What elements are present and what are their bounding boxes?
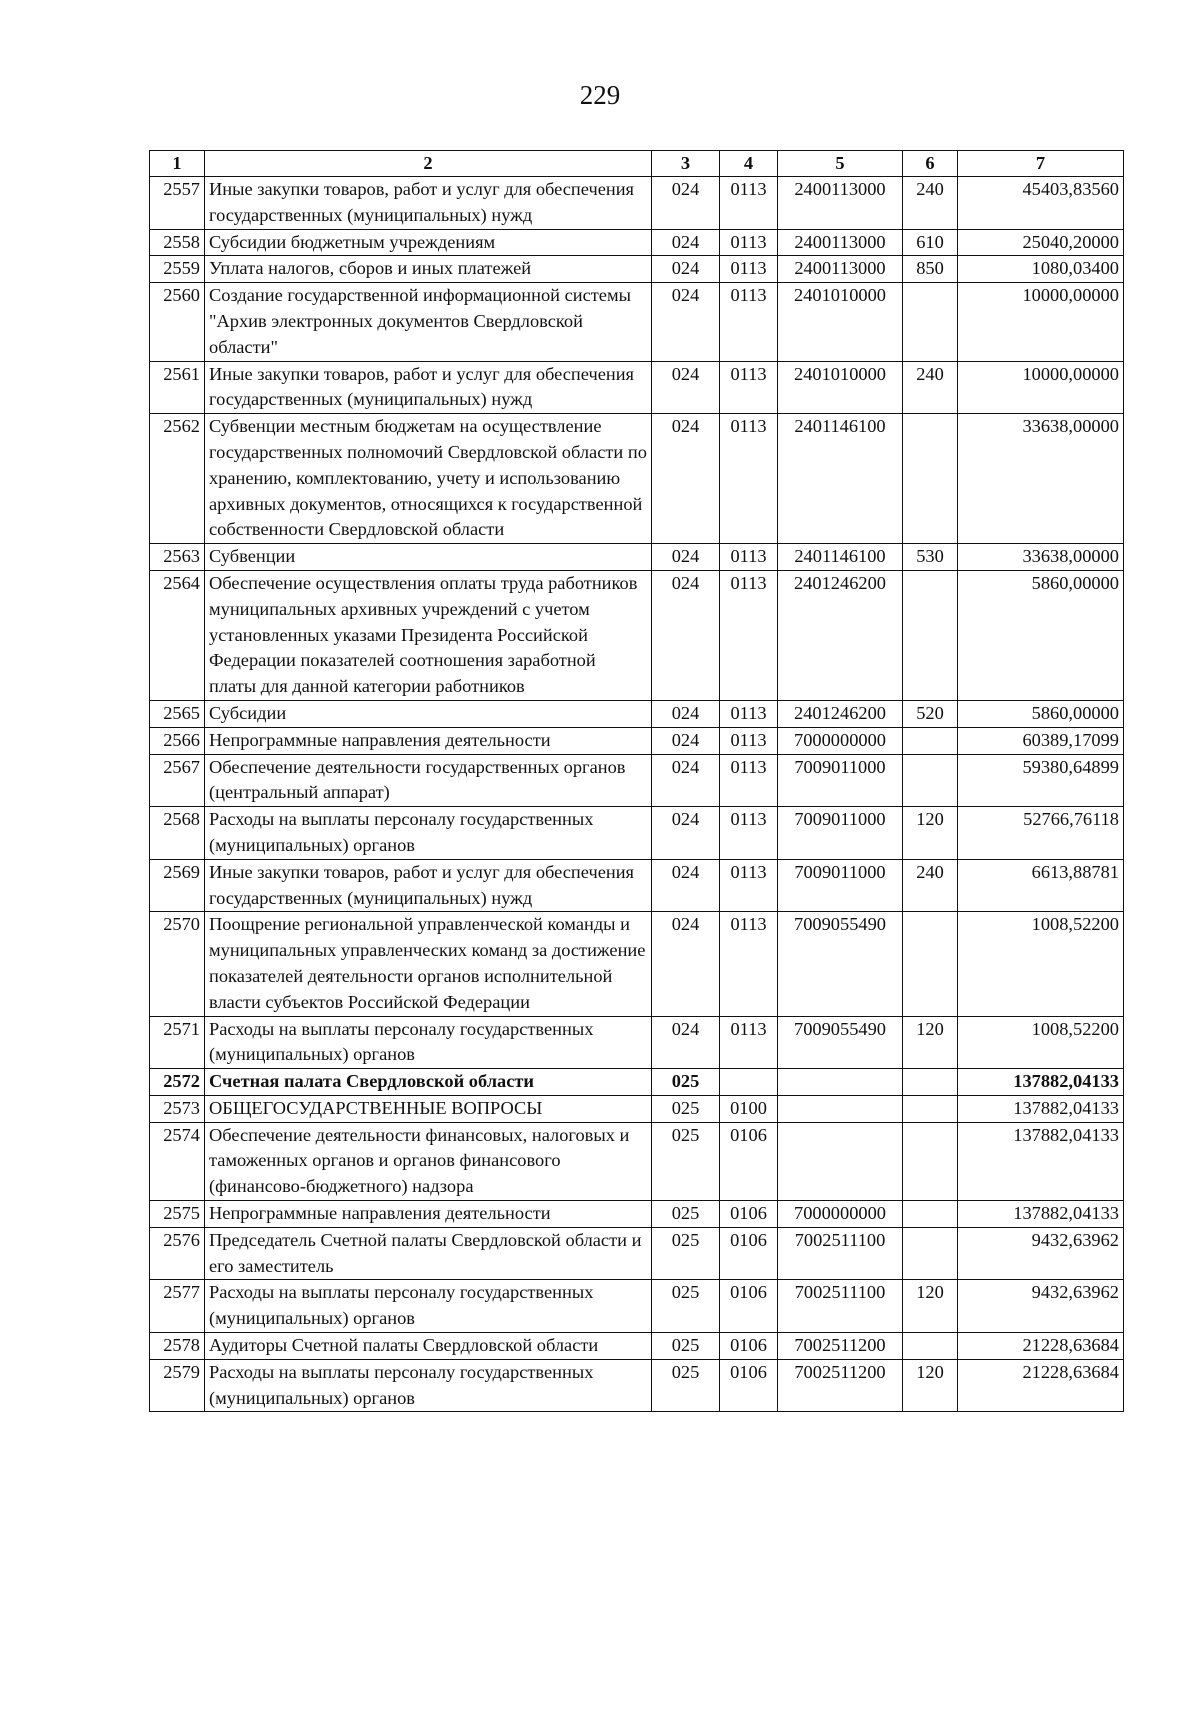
row-amount: 5860,00000 [958, 700, 1124, 727]
row-amount: 21228,63684 [958, 1359, 1124, 1412]
row-col-4 [720, 1069, 778, 1096]
row-col-6: 610 [903, 229, 958, 256]
row-description: Иные закупки товаров, работ и услуг для обеспечения государственных (муниципальных) нужд [205, 859, 652, 912]
row-description: Расходы на выплаты персоналу государственных (муниципальных) органов [205, 1016, 652, 1069]
row-number: 2559 [150, 256, 205, 283]
row-col-6: 240 [903, 177, 958, 230]
table-row [150, 544, 1124, 571]
header-col-2: 2 [205, 151, 652, 177]
row-amount: 137882,04133 [958, 1122, 1124, 1200]
row-description: Обеспечение деятельности финансовых, налоговых и таможенных органов и органов финансового (финансово-бюджетного) надзора [205, 1122, 652, 1200]
row-description: Расходы на выплаты персоналу государственных (муниципальных) органов [205, 807, 652, 860]
header-col-5: 5 [778, 151, 903, 177]
row-number: 2578 [150, 1333, 205, 1360]
row-amount: 33638,00000 [958, 544, 1124, 571]
row-col-3: 024 [652, 700, 720, 727]
header-col-6: 6 [903, 151, 958, 177]
row-number: 2577 [150, 1280, 205, 1333]
row-number: 2565 [150, 700, 205, 727]
header-col-7: 7 [958, 151, 1124, 177]
row-col-3: 025 [652, 1227, 720, 1280]
row-col-6: 520 [903, 700, 958, 727]
row-amount: 33638,00000 [958, 414, 1124, 544]
row-col-4: 0113 [720, 700, 778, 727]
row-number: 2563 [150, 544, 205, 571]
row-amount: 60389,17099 [958, 727, 1124, 754]
row-number: 2571 [150, 1016, 205, 1069]
row-amount: 1080,03400 [958, 256, 1124, 283]
row-col-5: 7000000000 [778, 727, 903, 754]
row-description: Создание государственной информационной системы "Архив электронных документов Свердловской области" [205, 283, 652, 361]
row-col-6: 120 [903, 1359, 958, 1412]
table-row [150, 1280, 1124, 1333]
row-col-5: 2401146100 [778, 414, 903, 544]
row-col-5: 2400113000 [778, 256, 903, 283]
row-description: Непрограммные направления деятельности [205, 1201, 652, 1228]
row-description: Счетная палата Свердловской области [205, 1069, 652, 1096]
budget-table [149, 150, 1124, 1412]
table-row [150, 1201, 1124, 1228]
row-col-5 [778, 1069, 903, 1096]
row-col-6 [903, 1095, 958, 1122]
row-col-5: 7009055490 [778, 912, 903, 1016]
row-description: Субвенции [205, 544, 652, 571]
row-col-5: 2401246200 [778, 570, 903, 700]
row-col-3: 024 [652, 807, 720, 860]
row-col-4: 0106 [720, 1227, 778, 1280]
page-number: 229 [579, 80, 621, 110]
table-row [150, 1069, 1124, 1096]
row-col-4: 0106 [720, 1201, 778, 1228]
table-row [150, 754, 1124, 807]
row-number: 2575 [150, 1201, 205, 1228]
row-description: Субсидии [205, 700, 652, 727]
table-row [150, 283, 1124, 361]
row-col-6 [903, 1122, 958, 1200]
row-amount: 137882,04133 [958, 1069, 1124, 1096]
row-col-3: 025 [652, 1280, 720, 1333]
row-number: 2570 [150, 912, 205, 1016]
row-amount: 9432,63962 [958, 1227, 1124, 1280]
row-col-3: 024 [652, 859, 720, 912]
table-row [150, 727, 1124, 754]
row-amount: 10000,00000 [958, 361, 1124, 414]
row-amount: 5860,00000 [958, 570, 1124, 700]
row-amount: 10000,00000 [958, 283, 1124, 361]
row-col-3: 024 [652, 177, 720, 230]
row-number: 2564 [150, 570, 205, 700]
row-col-5: 7002511200 [778, 1333, 903, 1360]
row-amount: 21228,63684 [958, 1333, 1124, 1360]
row-description: Аудиторы Счетной палаты Свердловской области [205, 1333, 652, 1360]
row-col-5: 7000000000 [778, 1201, 903, 1228]
row-col-6 [903, 414, 958, 544]
row-col-4: 0113 [720, 229, 778, 256]
row-amount: 1008,52200 [958, 912, 1124, 1016]
row-number: 2572 [150, 1069, 205, 1096]
table-row [150, 414, 1124, 544]
row-col-3: 025 [652, 1095, 720, 1122]
row-col-4: 0113 [720, 414, 778, 544]
table-row [150, 912, 1124, 1016]
row-col-3: 024 [652, 256, 720, 283]
table-row [150, 256, 1124, 283]
row-col-6: 120 [903, 1280, 958, 1333]
row-col-6: 850 [903, 256, 958, 283]
row-amount: 6613,88781 [958, 859, 1124, 912]
row-col-6 [903, 570, 958, 700]
row-col-6 [903, 283, 958, 361]
row-description: Субсидии бюджетным учреждениям [205, 229, 652, 256]
row-col-5: 2401010000 [778, 283, 903, 361]
row-number: 2569 [150, 859, 205, 912]
row-number: 2557 [150, 177, 205, 230]
row-col-4: 0113 [720, 1016, 778, 1069]
row-description: Субвенции местным бюджетам на осуществление государственных полномочий Свердловской области по хранению, комплектованию, учету и использованию архивных документов, относящихся к государственной собственности Свердловской области [205, 414, 652, 544]
row-col-5: 2400113000 [778, 177, 903, 230]
table-row [150, 1095, 1124, 1122]
row-description: Уплата налогов, сборов и иных платежей [205, 256, 652, 283]
row-col-6 [903, 1069, 958, 1096]
table-row [150, 1016, 1124, 1069]
row-amount: 9432,63962 [958, 1280, 1124, 1333]
table-row [150, 1359, 1124, 1412]
header-col-3: 3 [652, 151, 720, 177]
table-row [150, 700, 1124, 727]
row-col-6 [903, 1227, 958, 1280]
row-col-4: 0113 [720, 859, 778, 912]
header-col-1: 1 [150, 151, 205, 177]
row-col-6: 120 [903, 1016, 958, 1069]
row-number: 2568 [150, 807, 205, 860]
row-col-6 [903, 1333, 958, 1360]
row-col-4: 0113 [720, 912, 778, 1016]
row-description: Иные закупки товаров, работ и услуг для обеспечения государственных (муниципальных) нужд [205, 177, 652, 230]
table-row [150, 177, 1124, 230]
row-col-6: 240 [903, 859, 958, 912]
row-number: 2562 [150, 414, 205, 544]
row-col-5: 7002511200 [778, 1359, 903, 1412]
row-col-6 [903, 727, 958, 754]
table-row [150, 1333, 1124, 1360]
row-col-3: 024 [652, 229, 720, 256]
row-col-5: 7002511100 [778, 1280, 903, 1333]
row-col-4: 0113 [720, 544, 778, 571]
row-col-6 [903, 912, 958, 1016]
row-description: Председатель Счетной палаты Свердловской области и его заместитель [205, 1227, 652, 1280]
row-col-3: 025 [652, 1122, 720, 1200]
row-col-3: 024 [652, 283, 720, 361]
row-description: Непрограммные направления деятельности [205, 727, 652, 754]
row-col-4: 0113 [720, 361, 778, 414]
row-description: Обеспечение деятельности государственных органов (центральный аппарат) [205, 754, 652, 807]
row-col-3: 024 [652, 544, 720, 571]
row-col-4: 0113 [720, 283, 778, 361]
row-number: 2576 [150, 1227, 205, 1280]
header-row [150, 151, 1124, 177]
table-body [150, 177, 1124, 1412]
row-col-6 [903, 754, 958, 807]
row-col-4: 0113 [720, 177, 778, 230]
row-col-3: 024 [652, 414, 720, 544]
row-col-4: 0113 [720, 807, 778, 860]
row-col-3: 025 [652, 1359, 720, 1412]
row-col-3: 025 [652, 1069, 720, 1096]
row-col-4: 0106 [720, 1359, 778, 1412]
row-col-6: 240 [903, 361, 958, 414]
row-col-5 [778, 1095, 903, 1122]
row-description: Обеспечение осуществления оплаты труда работников муниципальных архивных учреждений с учетом установленных указами Президента Российской Федерации показателей соотношения заработной платы для данной категории работников [205, 570, 652, 700]
row-amount: 137882,04133 [958, 1095, 1124, 1122]
row-number: 2560 [150, 283, 205, 361]
row-col-4: 0100 [720, 1095, 778, 1122]
table-row [150, 1227, 1124, 1280]
row-col-5 [778, 1122, 903, 1200]
row-col-6: 120 [903, 807, 958, 860]
row-description: Иные закупки товаров, работ и услуг для обеспечения государственных (муниципальных) нужд [205, 361, 652, 414]
row-col-5: 2401010000 [778, 361, 903, 414]
row-col-5: 2400113000 [778, 229, 903, 256]
row-col-5: 7002511100 [778, 1227, 903, 1280]
header-col-4: 4 [720, 151, 778, 177]
table-row [150, 361, 1124, 414]
row-description: Расходы на выплаты персоналу государственных (муниципальных) органов [205, 1359, 652, 1412]
row-col-6 [903, 1201, 958, 1228]
row-col-5: 7009011000 [778, 754, 903, 807]
row-col-4: 0106 [720, 1122, 778, 1200]
row-col-5: 7009011000 [778, 859, 903, 912]
table-row [150, 570, 1124, 700]
row-number: 2567 [150, 754, 205, 807]
row-number: 2579 [150, 1359, 205, 1412]
row-amount: 59380,64899 [958, 754, 1124, 807]
row-col-5: 7009055490 [778, 1016, 903, 1069]
row-col-3: 024 [652, 912, 720, 1016]
row-amount: 1008,52200 [958, 1016, 1124, 1069]
row-col-5: 2401246200 [778, 700, 903, 727]
row-amount: 25040,20000 [958, 229, 1124, 256]
row-description: Поощрение региональной управленческой команды и муниципальных управленческих команд за достижение показателей деятельности органов исполнительной власти субъектов Российской Федерации [205, 912, 652, 1016]
row-col-3: 025 [652, 1201, 720, 1228]
row-col-3: 025 [652, 1333, 720, 1360]
table-row [150, 229, 1124, 256]
row-col-4: 0113 [720, 754, 778, 807]
row-col-4: 0113 [720, 727, 778, 754]
row-col-4: 0113 [720, 570, 778, 700]
row-col-4: 0106 [720, 1280, 778, 1333]
row-col-3: 024 [652, 570, 720, 700]
row-col-5: 7009011000 [778, 807, 903, 860]
row-number: 2573 [150, 1095, 205, 1122]
row-amount: 45403,83560 [958, 177, 1124, 230]
row-description: Расходы на выплаты персоналу государственных (муниципальных) органов [205, 1280, 652, 1333]
row-col-6: 530 [903, 544, 958, 571]
row-number: 2574 [150, 1122, 205, 1200]
row-amount: 52766,76118 [958, 807, 1124, 860]
table-row [150, 807, 1124, 860]
row-number: 2561 [150, 361, 205, 414]
row-col-5: 2401146100 [778, 544, 903, 571]
row-col-3: 024 [652, 361, 720, 414]
table-row [150, 1122, 1124, 1200]
row-description: ОБЩЕГОСУДАРСТВЕННЫЕ ВОПРОСЫ [205, 1095, 652, 1122]
table-row [150, 859, 1124, 912]
row-number: 2566 [150, 727, 205, 754]
row-col-3: 024 [652, 1016, 720, 1069]
row-col-4: 0106 [720, 1333, 778, 1360]
row-col-3: 024 [652, 727, 720, 754]
row-number: 2558 [150, 229, 205, 256]
row-amount: 137882,04133 [958, 1201, 1124, 1228]
row-col-3: 024 [652, 754, 720, 807]
row-col-4: 0113 [720, 256, 778, 283]
